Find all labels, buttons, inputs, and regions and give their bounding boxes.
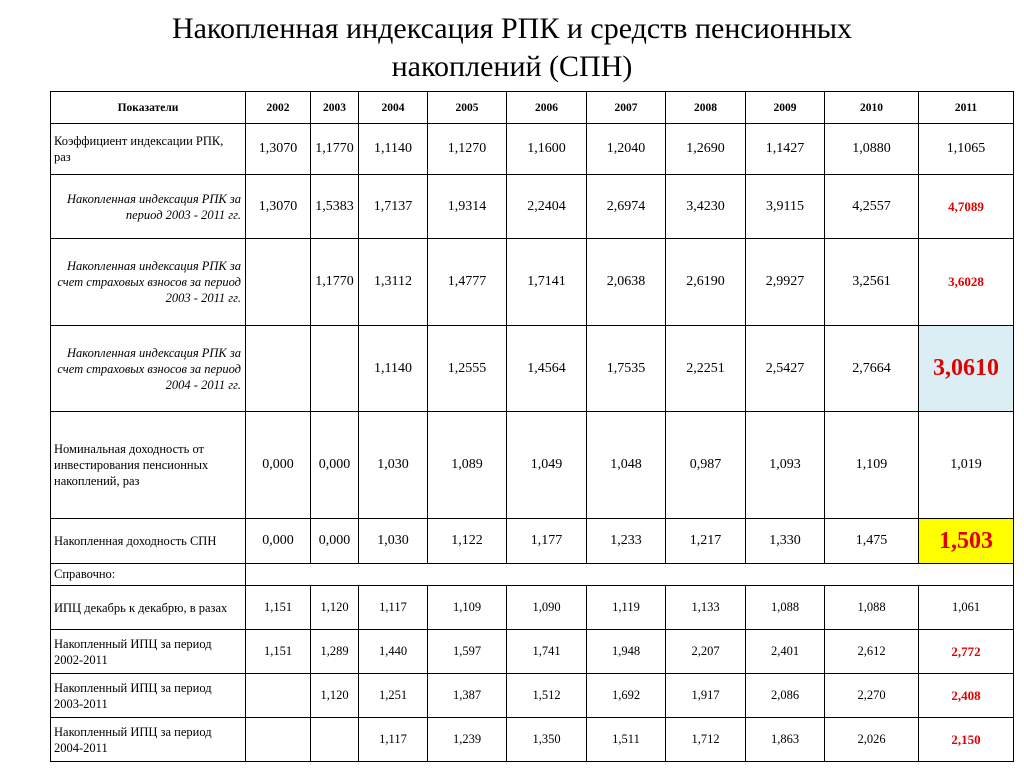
table-cell: 1,1140 xyxy=(359,124,428,175)
table-cell: 1,119 xyxy=(587,586,666,630)
header-cell: 2006 xyxy=(507,92,587,124)
table-cell: 2,6190 xyxy=(666,239,746,326)
table-cell: 1,2690 xyxy=(666,124,746,175)
table-cell: 2,026 xyxy=(825,718,919,762)
table-cell: 2,6974 xyxy=(587,175,666,239)
table-cell: 1,217 xyxy=(666,519,746,564)
header-cell: 2005 xyxy=(428,92,507,124)
table-cell: 1,061 xyxy=(919,586,1014,630)
table-cell: 1,251 xyxy=(359,674,428,718)
header-cell: 2008 xyxy=(666,92,746,124)
table-cell: 1,109 xyxy=(825,412,919,519)
page-title xyxy=(0,10,1024,86)
table-cell: 1,048 xyxy=(587,412,666,519)
table-cell: 2,270 xyxy=(825,674,919,718)
row-label: Накопленная индексация РПК за счет страховых взносов за период 2004 - 2011 гг. xyxy=(51,326,246,412)
table-cell: 0,000 xyxy=(311,412,359,519)
highlighted-cell: 2,408 xyxy=(919,674,1014,718)
header-cell: 2003 xyxy=(311,92,359,124)
table-cell: 2,401 xyxy=(746,630,825,674)
header-cell: Показатели xyxy=(51,92,246,124)
highlighted-cell: 4,7089 xyxy=(919,175,1014,239)
table-cell: 1,7137 xyxy=(359,175,428,239)
table-cell: 1,122 xyxy=(428,519,507,564)
table-cell xyxy=(246,718,311,762)
table-cell: 1,120 xyxy=(311,674,359,718)
table-cell: 1,090 xyxy=(507,586,587,630)
highlighted-cell: 3,6028 xyxy=(919,239,1014,326)
table-cell: 3,2561 xyxy=(825,239,919,326)
header-cell: 2010 xyxy=(825,92,919,124)
table-cell: 0,000 xyxy=(246,412,311,519)
row-label: Накопленный ИПЦ за период 2004-2011 xyxy=(51,718,246,762)
row-label: Коэффициент индексации РПК, раз xyxy=(51,124,246,175)
table-cell: 1,475 xyxy=(825,519,919,564)
table-cell: 1,233 xyxy=(587,519,666,564)
table-cell xyxy=(246,674,311,718)
table-cell: 1,2040 xyxy=(587,124,666,175)
table-cell: 1,7141 xyxy=(507,239,587,326)
reference-row xyxy=(51,564,1014,586)
table-cell xyxy=(246,326,311,412)
table-cell: 1,1600 xyxy=(507,124,587,175)
title-line-2: накоплений (СПН) xyxy=(391,50,633,83)
row-label: ИПЦ декабрь к декабрю, в разах xyxy=(51,586,246,630)
table-cell: 1,289 xyxy=(311,630,359,674)
table-cell: 2,207 xyxy=(666,630,746,674)
table-cell: 1,151 xyxy=(246,630,311,674)
table-cell: 1,3070 xyxy=(246,124,311,175)
highlighted-cell: 2,772 xyxy=(919,630,1014,674)
table-cell: 1,4777 xyxy=(428,239,507,326)
table-cell: 2,9927 xyxy=(746,239,825,326)
reference-label: Справочно: xyxy=(51,564,246,586)
table-row xyxy=(51,718,1014,762)
table-cell: 1,3070 xyxy=(246,175,311,239)
header-cell: 2007 xyxy=(587,92,666,124)
table-cell: 2,7664 xyxy=(825,326,919,412)
table-cell: 2,612 xyxy=(825,630,919,674)
row-label: Накопленная индексация РПК за счет страховых взносов за период 2003 - 2011 гг. xyxy=(51,239,246,326)
table-cell: 2,0638 xyxy=(587,239,666,326)
table-cell: 1,089 xyxy=(428,412,507,519)
table-row xyxy=(51,412,1014,519)
table-cell: 1,330 xyxy=(746,519,825,564)
header-cell: 2004 xyxy=(359,92,428,124)
highlighted-result-cell: 3,0610 xyxy=(919,326,1014,412)
table-cell: 1,1770 xyxy=(311,124,359,175)
table-cell: 1,0880 xyxy=(825,124,919,175)
table-cell: 0,987 xyxy=(666,412,746,519)
table-cell: 0,000 xyxy=(311,519,359,564)
table-row xyxy=(51,519,1014,564)
table-cell: 1,239 xyxy=(428,718,507,762)
table-cell: 1,3112 xyxy=(359,239,428,326)
table-cell: 1,151 xyxy=(246,586,311,630)
table-cell: 2,086 xyxy=(746,674,825,718)
table-cell: 1,019 xyxy=(919,412,1014,519)
row-label: Накопленная доходность СПН xyxy=(51,519,246,564)
table-cell xyxy=(311,326,359,412)
header-cell: 2009 xyxy=(746,92,825,124)
table-row xyxy=(51,674,1014,718)
table-cell: 4,2557 xyxy=(825,175,919,239)
table-cell xyxy=(311,718,359,762)
table-cell: 1,948 xyxy=(587,630,666,674)
table-cell: 1,030 xyxy=(359,519,428,564)
table-cell: 2,2404 xyxy=(507,175,587,239)
table-cell: 1,093 xyxy=(746,412,825,519)
row-label: Накопленный ИПЦ за период 2003-2011 xyxy=(51,674,246,718)
table-cell: 0,000 xyxy=(246,519,311,564)
table-row xyxy=(51,326,1014,412)
table-cell: 1,511 xyxy=(587,718,666,762)
table-cell: 1,088 xyxy=(825,586,919,630)
highlighted-result-cell: 1,503 xyxy=(919,519,1014,564)
table-cell: 1,350 xyxy=(507,718,587,762)
table-cell: 1,863 xyxy=(746,718,825,762)
table-cell: 1,597 xyxy=(428,630,507,674)
header-cell: 2002 xyxy=(246,92,311,124)
table-cell: 1,1065 xyxy=(919,124,1014,175)
table-cell: 1,712 xyxy=(666,718,746,762)
table-cell: 1,5383 xyxy=(311,175,359,239)
table-row xyxy=(51,124,1014,175)
table-cell: 1,917 xyxy=(666,674,746,718)
table-cell: 1,1140 xyxy=(359,326,428,412)
title-line-1: Накопленная индексация РПК и средств пенсионных xyxy=(171,12,853,45)
table-cell: 1,440 xyxy=(359,630,428,674)
table-cell: 1,9314 xyxy=(428,175,507,239)
table-cell: 2,2251 xyxy=(666,326,746,412)
table-cell: 1,692 xyxy=(587,674,666,718)
reference-spacer xyxy=(246,564,1014,586)
header-cell: 2011 xyxy=(919,92,1014,124)
table-cell: 1,1270 xyxy=(428,124,507,175)
table-cell: 2,5427 xyxy=(746,326,825,412)
table-cell: 1,1770 xyxy=(311,239,359,326)
table-row xyxy=(51,586,1014,630)
indexation-table xyxy=(50,91,1014,762)
table-cell: 1,049 xyxy=(507,412,587,519)
row-label: Номинальная доходность от инвестирования пенсионных накоплений, раз xyxy=(51,412,246,519)
table-cell: 1,030 xyxy=(359,412,428,519)
table-cell: 1,7535 xyxy=(587,326,666,412)
table-cell: 1,133 xyxy=(666,586,746,630)
table-row xyxy=(51,175,1014,239)
table-cell: 1,387 xyxy=(428,674,507,718)
table-cell: 1,2555 xyxy=(428,326,507,412)
table-cell: 3,9115 xyxy=(746,175,825,239)
table-cell: 1,177 xyxy=(507,519,587,564)
table-cell: 1,109 xyxy=(428,586,507,630)
table-cell: 3,4230 xyxy=(666,175,746,239)
row-label: Накопленный ИПЦ за период 2002-2011 xyxy=(51,630,246,674)
table-cell: 1,117 xyxy=(359,718,428,762)
row-label: Накопленная индексация РПК за период 2003 - 2011 гг. xyxy=(51,175,246,239)
highlighted-cell: 2,150 xyxy=(919,718,1014,762)
table-cell: 1,088 xyxy=(746,586,825,630)
header-row xyxy=(51,92,1014,124)
table-cell: 1,120 xyxy=(311,586,359,630)
table-cell: 1,741 xyxy=(507,630,587,674)
table-row xyxy=(51,239,1014,326)
table-cell: 1,1427 xyxy=(746,124,825,175)
table-row xyxy=(51,630,1014,674)
table-cell: 1,4564 xyxy=(507,326,587,412)
table-cell: 1,117 xyxy=(359,586,428,630)
table-cell: 1,512 xyxy=(507,674,587,718)
table-cell xyxy=(246,239,311,326)
